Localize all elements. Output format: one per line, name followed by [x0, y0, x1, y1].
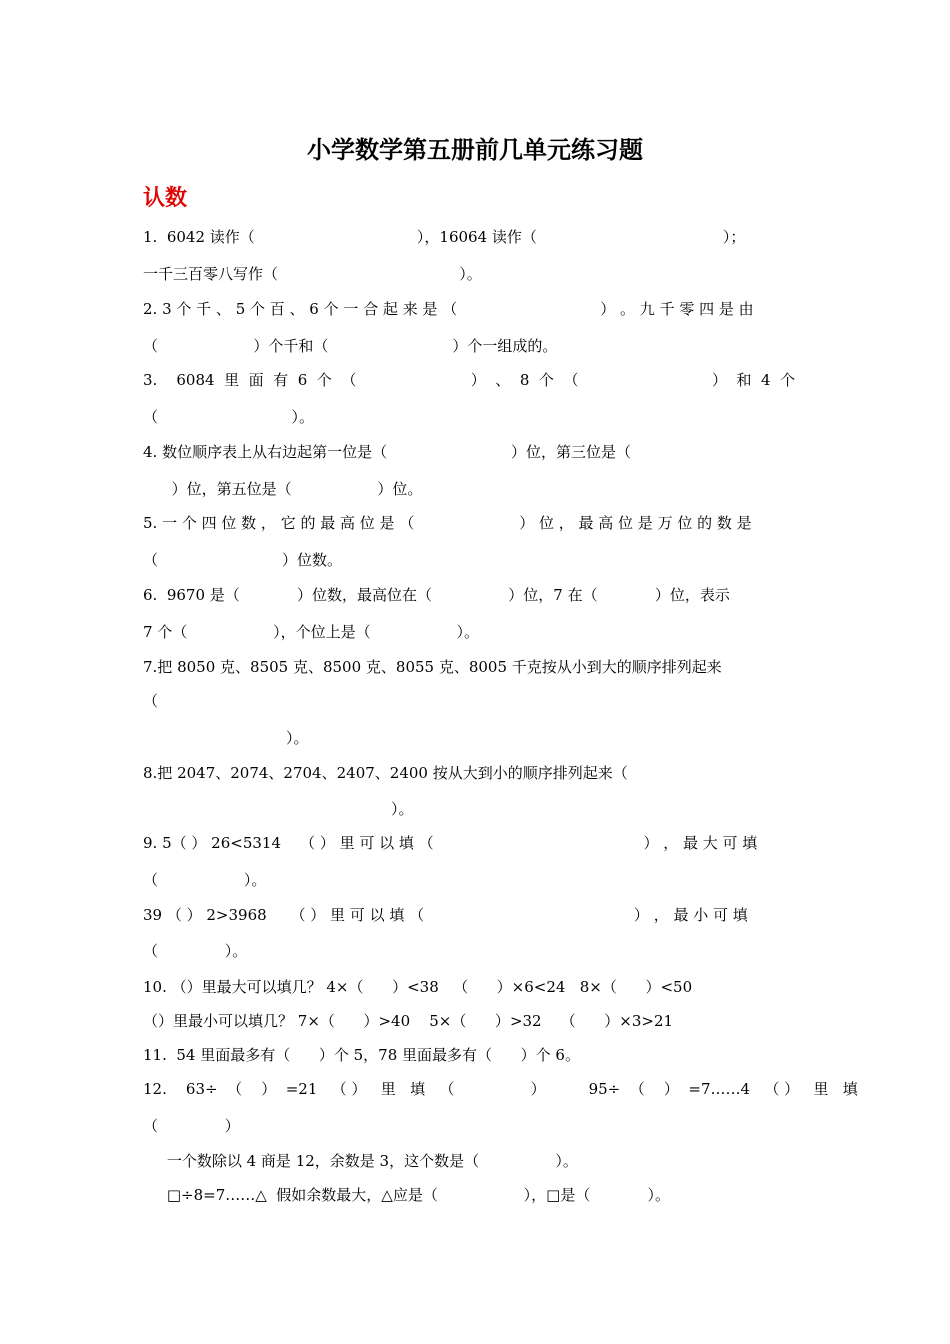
exercise-line: 2. 3 个 千 、 5 个 百 、 6 个 一 合 起 来 是 （ ） 。 九 千 零 四 是 由: [143, 300, 754, 318]
exercise-line: 10. （）里最大可以填几？ 4×（ ）<38 （ ）×6<24 8×（ ）<50: [143, 978, 693, 996]
exercise-line: ）。: [143, 800, 414, 818]
exercise-line: □÷8=7……△ 假如余数最大，△应是（ ），□是（ ）。: [143, 1186, 671, 1204]
exercise-line: 11. 54 里面最多有（ ）个 5，78 里面最多有（ ）个 6。: [143, 1046, 580, 1064]
exercise-line: 一千三百零八写作（ ）。: [143, 265, 482, 283]
exercise-line: 39 （ ） 2>3968 （ ） 里 可 以 填 （ ） ， 最 小 可 填: [143, 906, 748, 924]
exercise-line: 9. 5（ ） 26<5314 （ ） 里 可 以 填 （ ） ， 最 大 可 填: [143, 834, 758, 852]
exercise-line: （）里最小可以填几？ 7×（ ）>40 5×（ ）>32 （ ）×3>21: [143, 1012, 674, 1030]
exercise-line: 6. 9670 是（ ）位数，最高位在（ ）位，7 在（ ）位，表示: [143, 586, 730, 604]
exercise-line: 12. 63÷ （ ） =21 （ ） 里 填 （ ） 95÷ （ ） =7……4 （ ） 里 填: [143, 1080, 858, 1098]
exercise-line: 5. 一 个 四 位 数 ， 它 的 最 高 位 是 （ ） 位 ， 最 高 位 是 万 位 的 数 是: [143, 514, 752, 532]
exercise-line: （ ）: [143, 1117, 240, 1135]
exercise-line: （ ）位数。: [143, 551, 342, 569]
exercise-line: ）。: [143, 729, 309, 747]
exercise-line: 8.把 2047、2074、2704、2407、2400 按从大到小的顺序排列起来（: [143, 764, 628, 782]
exercise-line: 1. 6042 读作（ ），16064 读作（ ）；: [143, 228, 746, 246]
exercise-line: （ ）个千和（ ）个一组成的。: [143, 337, 558, 355]
exercise-line: 一个数除以 4 商是 12，余数是 3，这个数是（ ）。: [143, 1152, 578, 1170]
section-heading: 认数: [143, 186, 188, 211]
exercise-line: （ ）。: [143, 942, 248, 960]
exercise-line: 7 个（ ），个位上是（ ）。: [143, 623, 479, 641]
exercise-line: 3. 6084 里 面 有 6 个 （ ） 、 8 个 （ ） 和 4 个: [143, 371, 796, 389]
exercise-line: 4. 数位顺序表上从右边起第一位是（ ）位，第三位是（: [143, 443, 632, 461]
exercise-line: （: [143, 692, 159, 710]
exercise-line: （ ）。: [143, 408, 315, 426]
document-title: 小学数学第五册前几单元练习题: [307, 136, 643, 164]
exercise-line: 7.把 8050 克、8505 克、8500 克、8055 克、8005 千克按从小到大的顺序排列起来: [143, 658, 722, 676]
exercise-line: （ ）。: [143, 871, 267, 889]
exercise-line: ）位，第五位是（ ）位。: [143, 480, 423, 498]
